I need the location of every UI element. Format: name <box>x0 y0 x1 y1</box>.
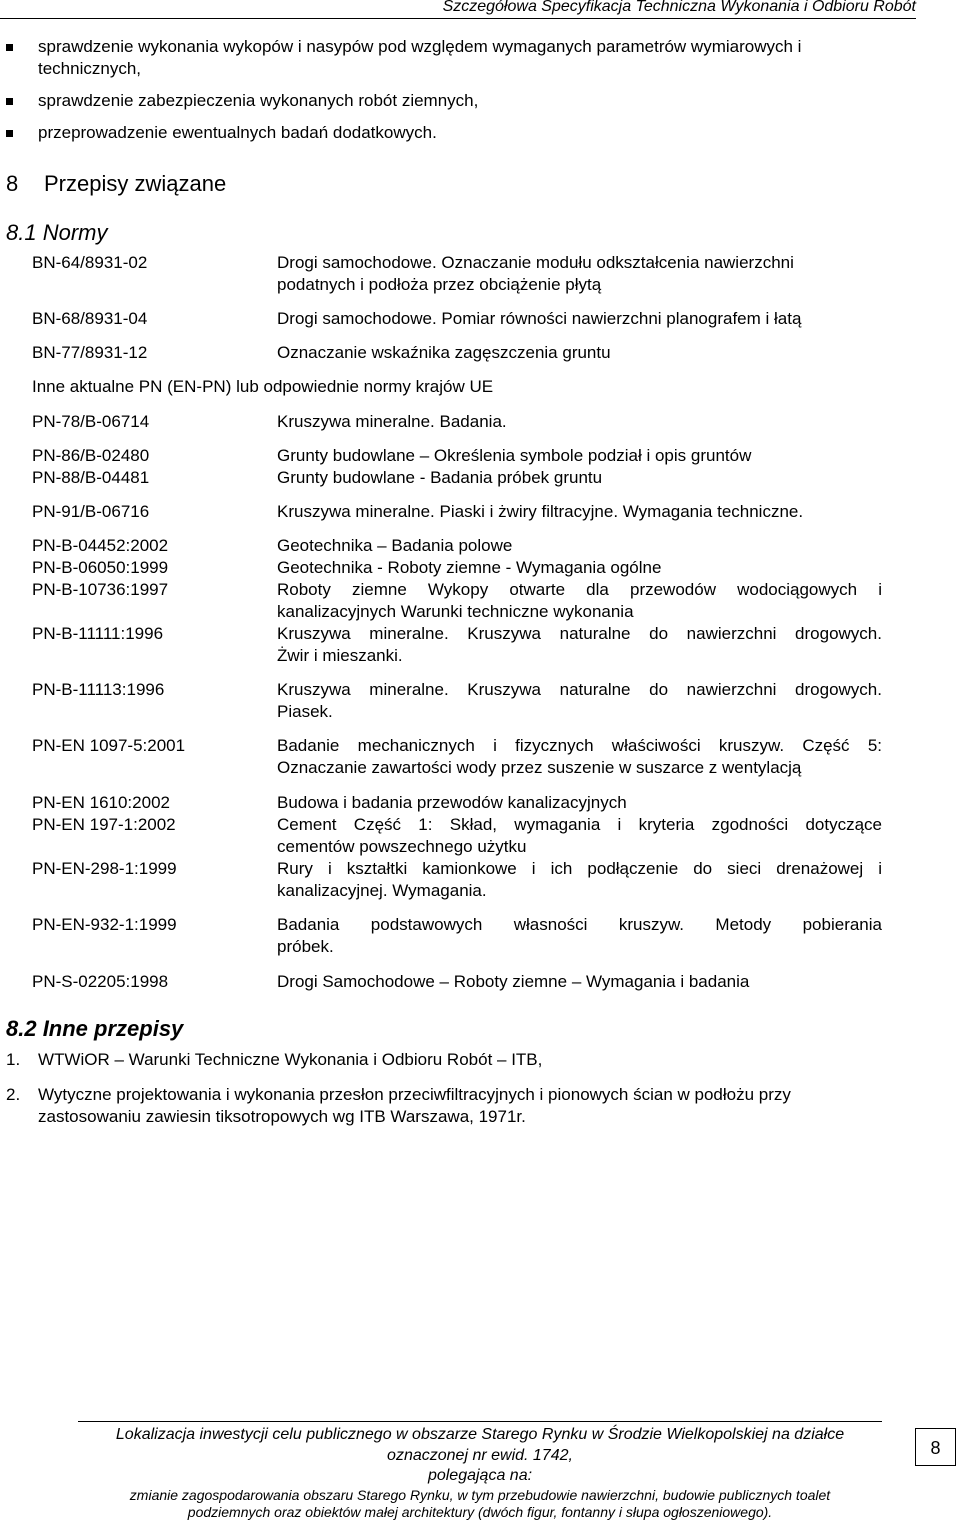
bullet-text: sprawdzenie wykonania wykopów i nasypów pod względem wymaganych parametrów wymiarowych i <box>38 37 802 56</box>
norm-description: Rury i kształtki kamionkowe i ich podłączenie do sieci drenażowej i <box>277 859 882 878</box>
footer-text: Lokalizacja inwestycji celu publicznego w obszarze Starego Rynku w Środzie Wielkopolskiej na działce <box>115 1426 845 1443</box>
norm-description: Badanie mechanicznych i fizycznych właściwości kruszyw. Część 5: <box>277 736 882 755</box>
list-item-text: Wytyczne projektowania i wykonania przesłon przeciwfiltracyjnych i pionowych ścian w podłożu przy <box>38 1085 791 1104</box>
norm-code: PN-B-04452:2002 <box>32 536 169 555</box>
norm-description: kanalizacyjnych Warunki techniczne wykonania <box>277 602 634 621</box>
norm-code: PN-B-10736:1997 <box>32 580 169 599</box>
list-number: 2. <box>6 1085 21 1104</box>
norm-description: Drogi samochodowe. Pomiar równości nawierzchni planografem i łatą <box>277 309 802 328</box>
norm-description: Piasek. <box>277 702 333 721</box>
norm-code: BN-68/8931-04 <box>32 309 148 328</box>
footer-divider <box>78 1421 882 1422</box>
norm-code: PN-86/B-02480 <box>32 446 150 465</box>
norm-description: Geotechnika – Badania polowe <box>277 536 513 555</box>
norm-code: PN-EN 1610:2002 <box>32 793 170 812</box>
norm-description: Drogi Samochodowe – Roboty ziemne – Wymagania i badania <box>277 972 750 991</box>
bullet-text: przeprowadzenie ewentualnych badań dodatkowych. <box>38 123 437 142</box>
bullet-icon <box>6 44 13 51</box>
norm-code: PN-EN 197-1:2002 <box>32 815 176 834</box>
norm-code: BN-64/8931-02 <box>32 253 148 272</box>
norm-description: Oznaczanie wskaźnika zagęszczenia gruntu <box>277 343 611 362</box>
norm-description: Żwir i mieszanki. <box>277 646 403 665</box>
footer-text: zmianie zagospodarowania obszaru Starego Rynku, w tym przebudowie nawierzchni, budowie publicznych toalet <box>129 1487 831 1503</box>
norm-description: próbek. <box>277 937 334 956</box>
page-number: 8 <box>915 1428 956 1466</box>
subsection-title: 8.1 Normy <box>6 220 108 245</box>
norm-description: Oznaczanie zawartości wody przez suszenie w suszarce z wentylacją <box>277 758 802 777</box>
section-number: 8 <box>6 171 19 196</box>
norm-code: PN-EN-298-1:1999 <box>32 859 177 878</box>
norm-code: PN-B-11113:1996 <box>32 680 165 699</box>
footer-text: podziemnych oraz obiektów małej architektury (dwóch figur, fontanny i słupa ogłoszeniowego). <box>187 1504 773 1520</box>
page-header <box>0 0 916 19</box>
norm-description: Kruszywa mineralne. Kruszywa naturalne do nawierzchni drogowych. <box>277 624 882 643</box>
norm-description: Badania podstawowych własności kruszyw. Metody pobierania <box>277 915 882 934</box>
norm-description: Cement Część 1: Skład, wymagania i kryteria zgodności dotyczące <box>277 815 882 834</box>
list-item-text: zastosowaniu zawiesin tiksotropowych wg ITB Warszawa, 1971r. <box>38 1107 526 1126</box>
norm-code: BN-77/8931-12 <box>32 343 148 362</box>
subsection-title: 8.2 Inne przepisy <box>6 1016 184 1041</box>
footer-text: polegająca na: <box>427 1467 533 1484</box>
list-item-text: WTWiOR – Warunki Techniczne Wykonania i Odbioru Robót – ITB, <box>38 1050 543 1069</box>
norm-description: Budowa i badania przewodów kanalizacyjnych <box>277 793 627 812</box>
header-title: Szczegółowa Specyfikacja Techniczna Wykonania i Odbioru Robót <box>442 0 916 15</box>
norm-code: PN-EN 1097-5:2001 <box>32 736 186 755</box>
norm-code: PN-S-02205:1998 <box>32 972 169 991</box>
norm-code: PN-B-06050:1999 <box>32 558 169 577</box>
norm-description: cementów powszechnego użytku <box>277 837 527 856</box>
norm-code: PN-91/B-06716 <box>32 502 150 521</box>
norm-description: kanalizacyjnej. Wymagania. <box>277 881 487 900</box>
list-number: 1. <box>6 1050 21 1069</box>
norm-code: PN-B-11111:1996 <box>32 624 164 643</box>
norm-description: Kruszywa mineralne. Kruszywa naturalne do nawierzchni drogowych. <box>277 680 882 699</box>
norm-code: PN-78/B-06714 <box>32 412 150 431</box>
norm-description: Kruszywa mineralne. Piaski i żwiry filtracyjne. Wymagania techniczne. <box>277 502 804 521</box>
norm-description: Roboty ziemne Wykopy otwarte dla przewodów wodociągowych i <box>277 580 882 599</box>
norm-code: PN-88/B-04481 <box>32 468 150 487</box>
bullet-icon <box>6 130 13 137</box>
norm-code: PN-EN-932-1:1999 <box>32 915 177 934</box>
norm-description: Drogi samochodowe. Oznaczanie modułu odkształcenia nawierzchni <box>277 253 794 272</box>
norm-description: Geotechnika - Roboty ziemne - Wymagania ogólne <box>277 558 662 577</box>
norm-description: Kruszywa mineralne. Badania. <box>277 412 507 431</box>
norm-description: Grunty budowlane - Badania próbek gruntu <box>277 468 603 487</box>
bullet-icon <box>6 98 13 105</box>
norm-description: Grunty budowlane – Określenia symbole podział i opis gruntów <box>277 446 752 465</box>
bullet-text: technicznych, <box>38 59 141 78</box>
bullet-text: sprawdzenie zabezpieczenia wykonanych robót ziemnych, <box>38 91 479 110</box>
footer-text: oznaczonej nr ewid. 1742, <box>387 1447 573 1464</box>
norm-description: podatnych i podłoża przez obciążenie płytą <box>277 275 602 294</box>
section-title: Przepisy związane <box>44 171 227 196</box>
norms-subheading: Inne aktualne PN (EN-PN) lub odpowiednie normy krajów UE <box>32 377 494 396</box>
